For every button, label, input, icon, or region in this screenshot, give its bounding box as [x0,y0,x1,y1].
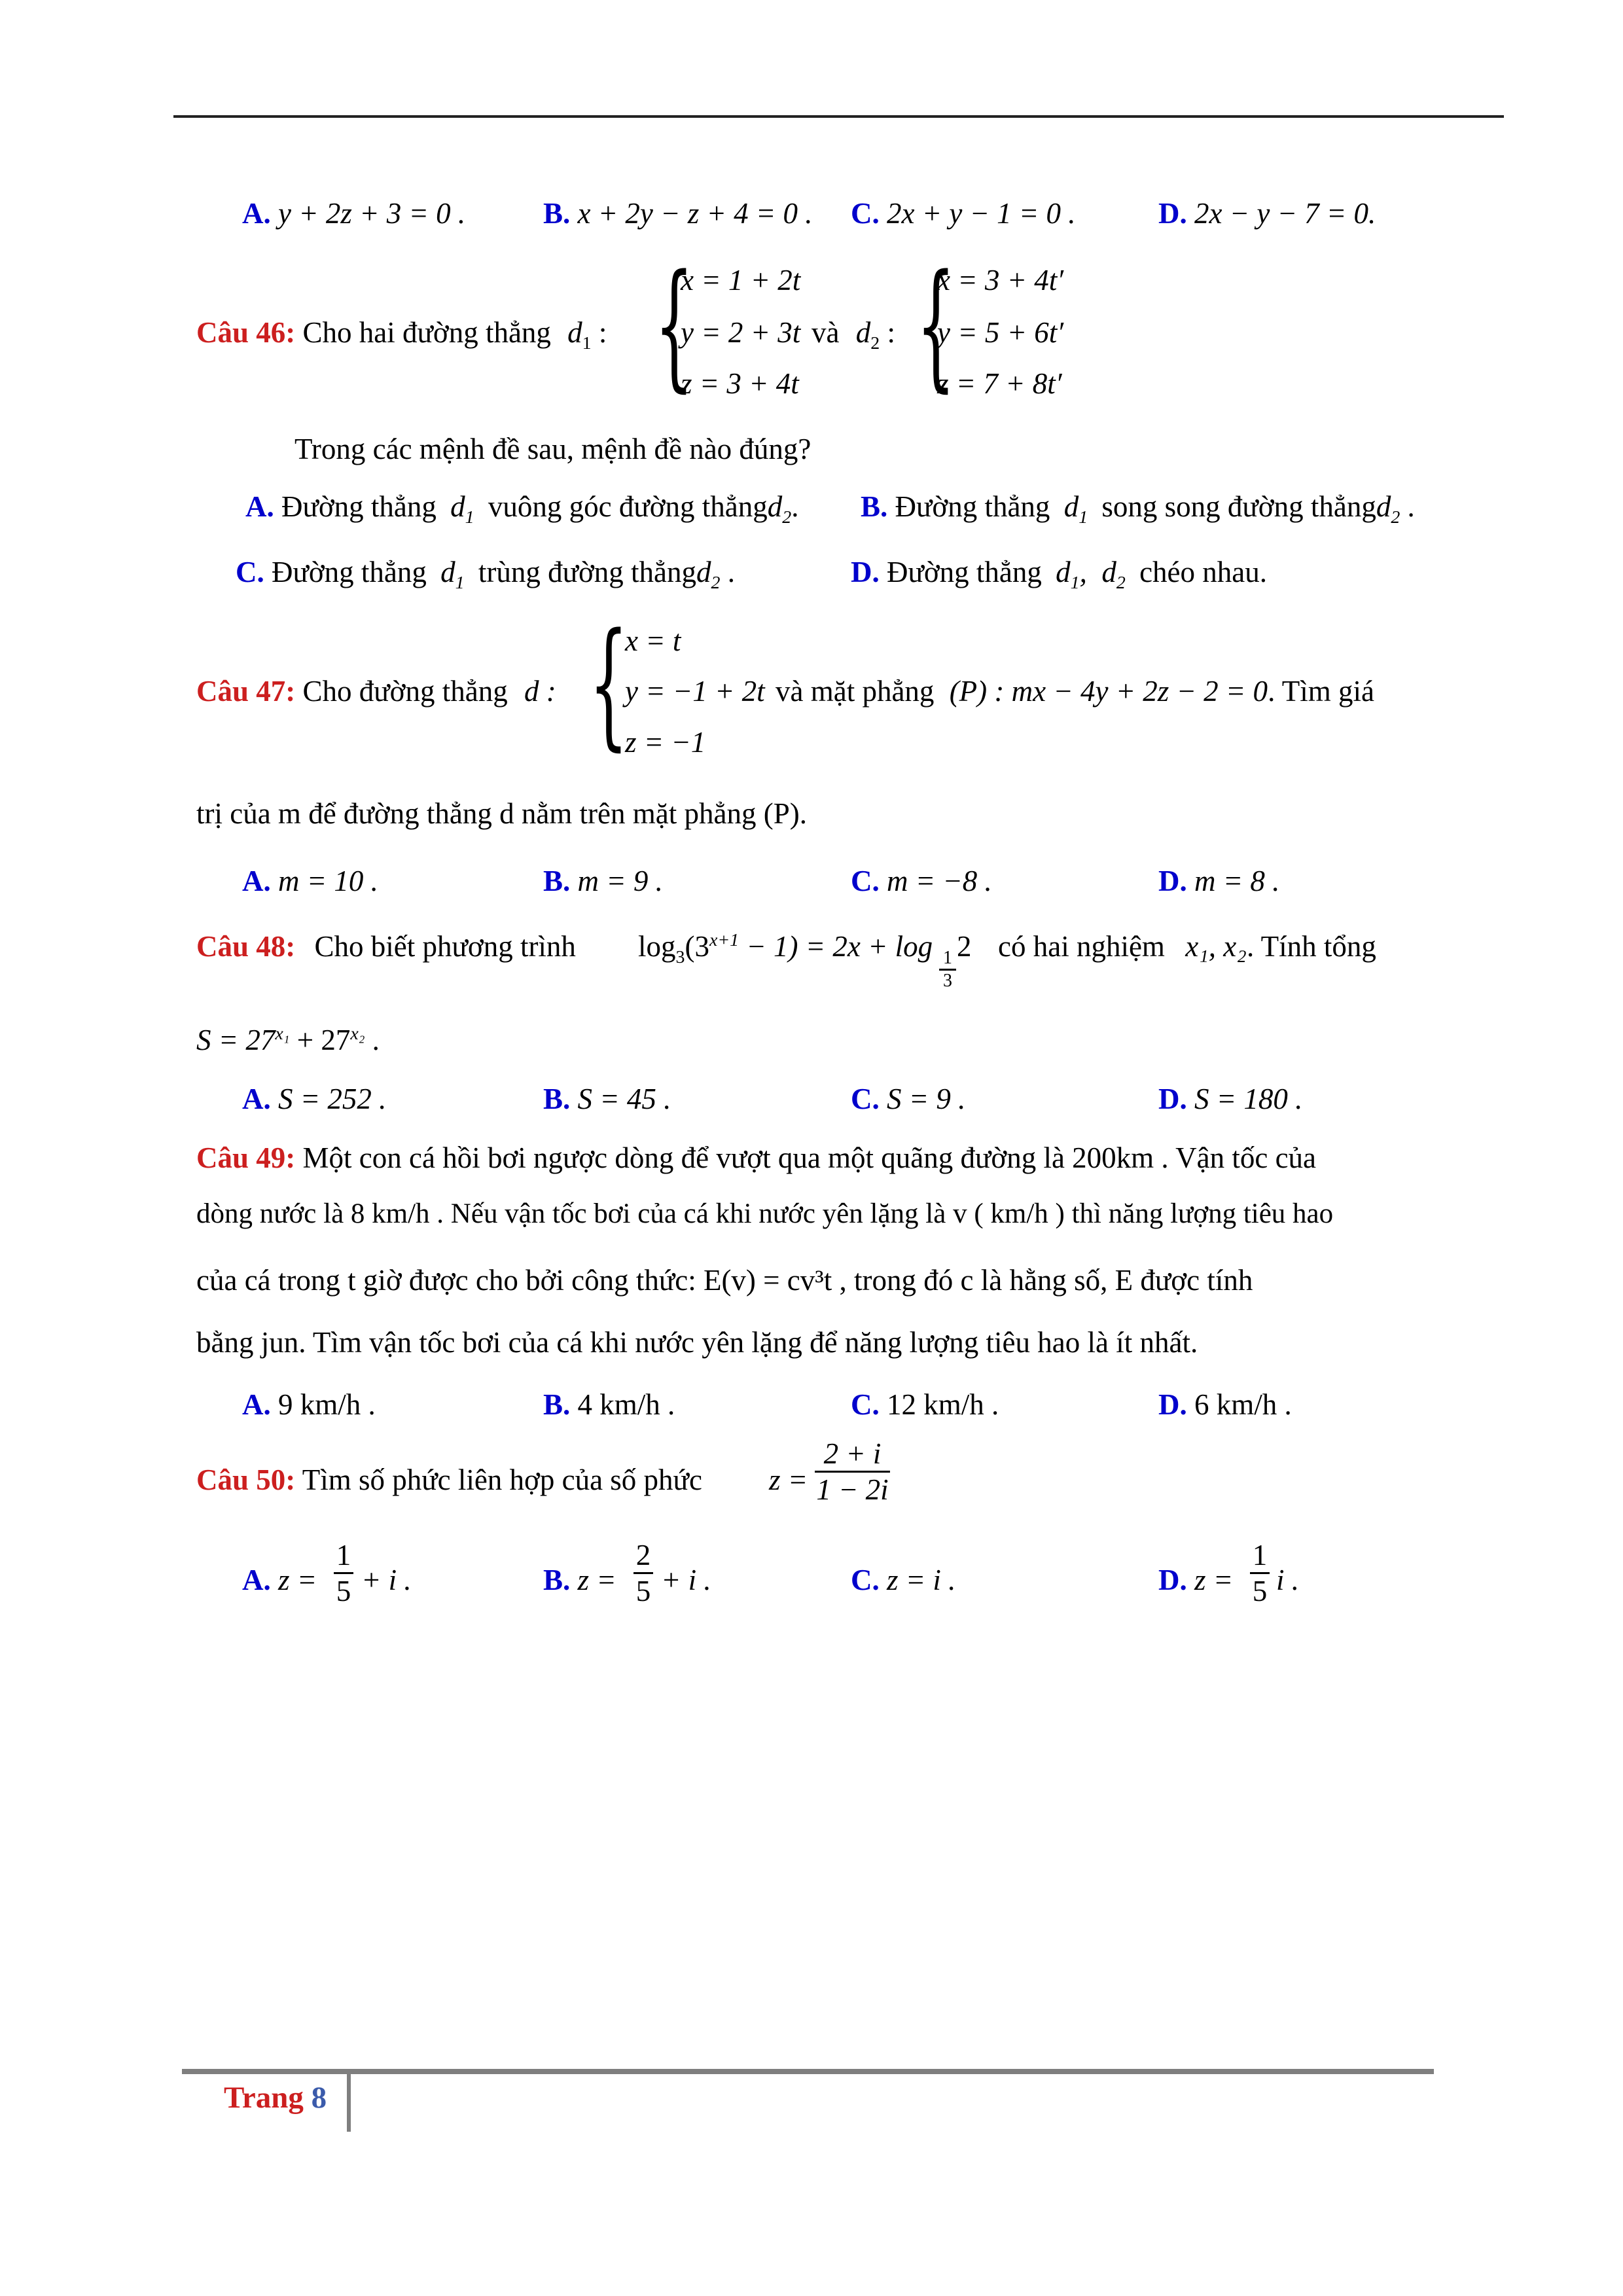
q50-option-c [851,1563,955,1597]
q46-option-a: A. Đường thẳng $d_1$ vuông góc đường thẳngd$_2$. [245,490,799,528]
d-eq-y: y = −1 + 2t [625,675,765,708]
roots: x₁, x₂ [1185,930,1247,963]
frac-den: 5 [334,1572,353,1608]
option-label: D. [1158,1388,1187,1421]
option-post: + i . [361,1564,412,1596]
question-label: Câu 50: [196,1463,296,1496]
sum-plus: + 27 [289,1024,351,1056]
option-mid: vuông góc đường thẳng [488,490,768,523]
q48-stem [196,929,576,963]
option-text: S = 180 . [1194,1083,1303,1115]
q50-a-fraction [334,1538,353,1608]
q49-line4: bằng jun. Tìm vận tốc bơi của cá khi nước yên lặng để năng lượng tiêu hao là ít nhất. [196,1326,1198,1359]
q48-option-a [242,1082,386,1116]
eq-end: 2 [957,930,972,963]
q50-option-d [1158,1563,1233,1597]
log-base-fraction [939,948,956,992]
option-pre: z = i . [887,1564,956,1596]
stem-tail: . Tính tổng [1246,930,1376,963]
option-pre: z = [1194,1564,1234,1596]
q46-option-b: B. Đường thẳng $d_1$ song song đường thẳngd$_2$ . [861,490,1415,528]
frac-den: 5 [633,1572,653,1608]
d1-eq-y: y = 2 + 3t [681,316,801,349]
q47-option-a [242,864,378,898]
option-text: m = 10 . [278,865,378,897]
q47-stem [196,674,556,708]
question-intro: Cho biết phương trình [314,930,576,963]
sum-end: . [365,1024,380,1056]
line-d2-sub: 2 [870,333,880,353]
plane-equation: (P) : mx − 4y + 2z − 2 = 0 [949,675,1268,708]
eq-exponent: x+1 [709,930,740,950]
frac-num: 2 [635,1539,651,1571]
frac-den: 1 − 2i [815,1471,890,1507]
d-eq-x: x = t [625,624,681,657]
colon: : [598,316,607,349]
q49-option-a [242,1388,376,1422]
q45-option-d [1158,196,1376,230]
option-label: B. [543,197,571,230]
q47-plane [776,674,1374,708]
frac-num: 1 [336,1539,351,1571]
option-pre: Đường thẳng [887,556,1042,588]
option-text: S = 9 . [887,1083,966,1115]
option-label: B. [543,1564,571,1596]
line-d1-sub: 1 [582,333,592,353]
option-text: 6 km/h . [1194,1388,1292,1421]
footer-word: Trang [224,2081,304,2115]
d2-eq-x: x = 3 + 4t′ [937,264,1064,296]
q49-text1: Một con cá hồi bơi ngược dòng để vượt qua một quãng đường là 200km . Vận tốc của [302,1141,1317,1174]
question-intro: Tìm số phức liên hợp của số phức [302,1463,702,1496]
footer-separator [347,2074,351,2132]
plane-intro: và mặt phẳng [776,675,935,708]
q50-option-b [543,1563,616,1597]
d-eq-z: z = −1 [625,726,706,759]
option-text: m = 9 . [577,865,663,897]
option-pre: Đường thẳng [895,490,1050,523]
option-text: x + 2y − z + 4 = 0 . [577,197,813,230]
q50-option-a [242,1563,317,1597]
q46-option-c: C. Đường thẳng $d_1$ trùng đường thẳngd$_2$ . [236,556,735,593]
option-label: D. [1158,865,1187,897]
option-label: A. [242,1388,271,1421]
option-label: A. [242,1564,271,1596]
option-text: S = 45 . [577,1083,671,1115]
q48-sum [196,1023,380,1057]
option-label: C. [851,197,880,230]
q48-option-b [543,1082,671,1116]
stem-tail: . Tìm giá [1268,675,1374,708]
q45-option-a [242,196,465,230]
option-label: C. [851,1083,880,1115]
option-label: D. [1158,197,1187,230]
option-label: C. [851,865,880,897]
option-label: A. [245,490,274,523]
option-label: D. [1158,1564,1187,1596]
q48-option-c [851,1082,965,1116]
line-d1-name: d [567,316,582,349]
question-label: Câu 48: [196,930,296,963]
q49-line3: của cá trong t giờ được cho bởi công thức: E(v) = cv³t , trong đó c là hằng số, E được tính [196,1264,1253,1297]
d2-eq-y: y = 5 + 6t′ [937,316,1064,349]
d1-eq-z: z = 3 + 4t [681,367,799,400]
frac-num: 1 [1252,1539,1268,1571]
q50-b-fraction [633,1538,653,1608]
q48-roots [998,929,1376,963]
line-d-name: d : [524,675,556,708]
page-footer [224,2080,327,2115]
header-rule [173,115,1504,118]
brace-d1: { [654,245,694,405]
sum-exp2: x₂ [350,1024,365,1044]
colon: : [887,316,895,349]
and-word: và [812,316,840,349]
option-label: B. [543,1083,571,1115]
q45-option-b [543,196,812,230]
footer-rule [182,2069,1434,2074]
option-text: 4 km/h . [577,1388,675,1421]
q47-option-d [1158,864,1279,898]
option-label: A. [242,197,271,230]
option-label: A. [242,865,271,897]
option-text: 2x + y − 1 = 0 . [887,197,1076,230]
option-label: C. [236,556,264,588]
option-pre: z = [278,1564,317,1596]
option-label: D. [851,556,880,588]
option-mid: song song đường thẳng [1101,490,1376,523]
option-post: i . [1276,1564,1300,1596]
q48-option-d [1158,1082,1302,1116]
q47-option-c [851,864,992,898]
q46-stem [196,315,607,354]
option-mid: trùng đường thẳng [478,556,697,588]
q47-line2: trị của m để đường thẳng d nằm trên mặt phẳng (P). [196,797,807,830]
log: log [638,930,676,963]
option-pre: Đường thẳng [281,490,437,523]
option-text: y + 2z + 3 = 0 . [278,197,466,230]
sum-a: S = 27 [196,1024,276,1056]
option-label: A. [242,1083,271,1115]
q49-line2: dòng nước là 8 km/h . Nếu vận tốc bơi của cá khi nước yên lặng là v ( km/h ) thì năng lượng tiêu hao [196,1198,1334,1229]
question-intro: Cho hai đường thẳng [302,316,551,349]
option-text: S = 252 . [278,1083,387,1115]
q46-option-d: D. Đường thẳng $d_1$, $d_2$ chéo nhau. [851,556,1267,593]
option-post: + i . [661,1564,711,1596]
roots-text: có hai nghiệm [998,930,1165,963]
q49-option-b [543,1388,675,1422]
d2-eq-z: z = 7 + 8t′ [937,367,1062,400]
option-text: 12 km/h . [887,1388,999,1421]
sum-exp1: x₁ [275,1024,290,1044]
q49-line1 [196,1141,1316,1175]
question-label: Câu 49: [196,1141,296,1174]
q49-option-c [851,1388,999,1422]
frac-den: 3 [939,969,956,992]
option-text: m = 8 . [1194,865,1280,897]
option-mid: chéo nhau. [1139,556,1267,588]
z-fraction [815,1437,890,1507]
q50-d-fraction [1250,1538,1270,1608]
frac-num: 2 + i [823,1437,882,1470]
page-number: 8 [311,2081,327,2115]
q46-prompt: Trong các mệnh đề sau, mệnh đề nào đúng? [294,433,812,465]
frac-den: 5 [1250,1572,1270,1608]
option-label: B. [543,865,571,897]
q49-option-d [1158,1388,1292,1422]
question-intro: Cho đường thẳng [302,675,508,708]
log-base: 3 [675,947,685,967]
option-label: C. [851,1388,880,1421]
q48-equation [638,929,933,968]
brace-d2: { [916,245,956,405]
option-text: m = −8 . [887,865,992,897]
q46-and-d2 [812,315,895,354]
q50-stem [196,1463,702,1497]
frac-num: 1 [943,948,952,968]
option-label: C. [851,1564,880,1596]
option-text: 9 km/h . [278,1388,376,1421]
q47-option-b [543,864,663,898]
d1-eq-x: x = 1 + 2t [681,264,801,296]
eq-mid: − 1) = 2x + log [739,930,933,963]
line-d2-name: d [855,316,871,349]
option-label: B. [543,1388,571,1421]
option-text: 2x − y − 7 = 0. [1194,197,1376,230]
z-equals: z = [769,1463,808,1496]
option-label: D. [1158,1083,1187,1115]
eq-paren: (3 [685,930,709,963]
question-label: Câu 46: [196,316,296,349]
option-pre: Đường thẳng [272,556,427,588]
brace-d: { [589,603,629,764]
question-label: Câu 47: [196,675,296,708]
option-pre: z = [577,1564,616,1596]
q45-option-c [851,196,1076,230]
option-label: B. [861,490,888,523]
